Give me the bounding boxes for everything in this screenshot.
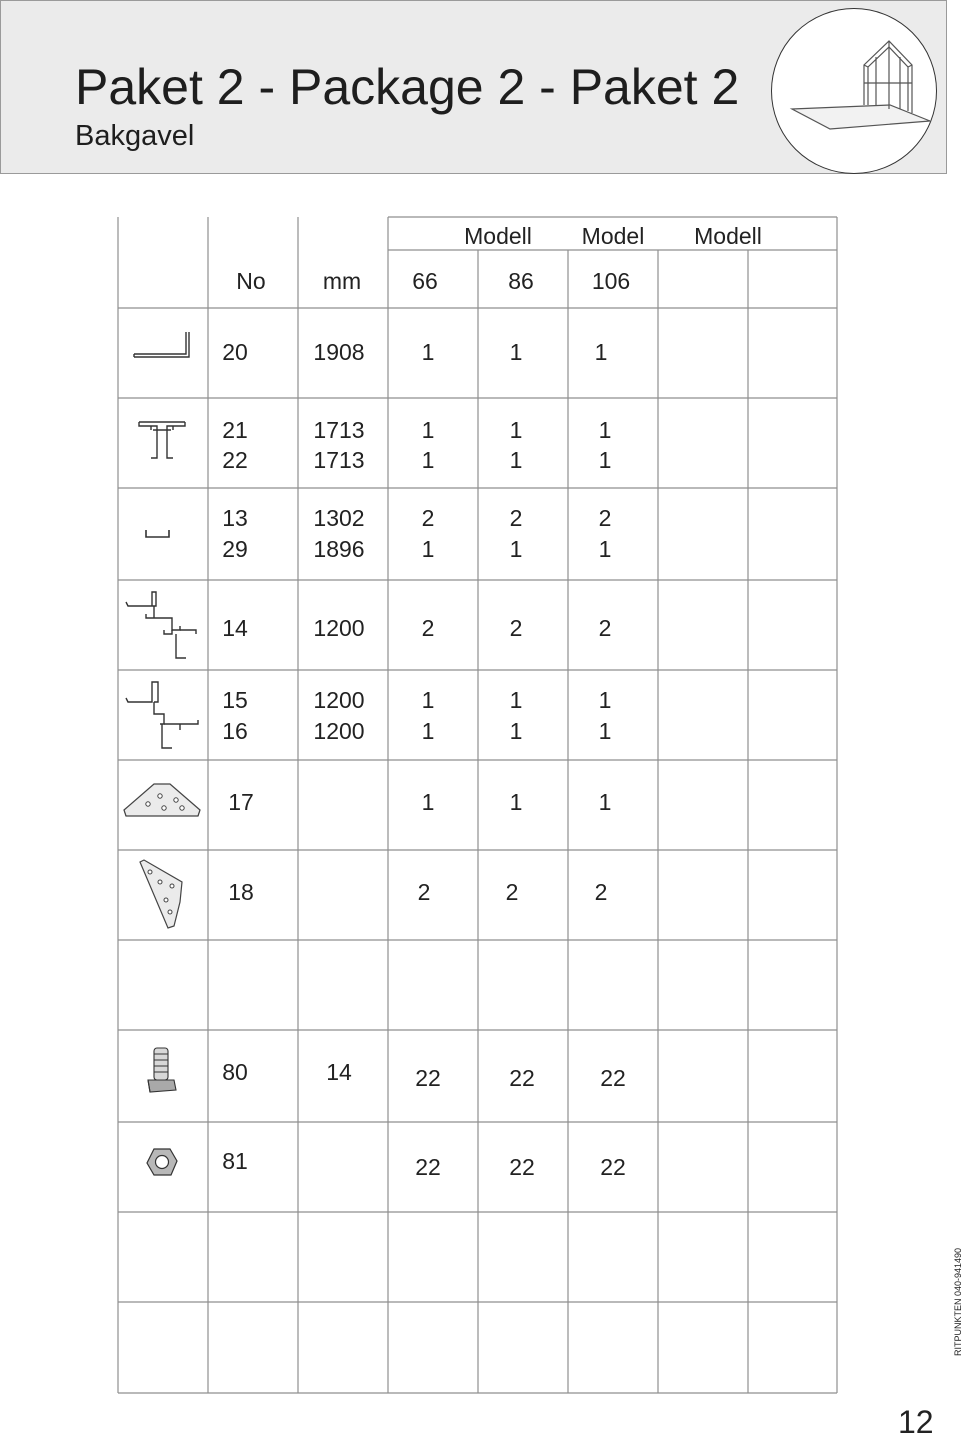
qty-model-106: 1 — [598, 687, 612, 713]
col-header-no: No — [236, 268, 266, 294]
glazing-bar-profile-icon — [124, 590, 200, 662]
qty-model-86: 22 — [509, 1154, 535, 1180]
qty-model-66: 1 — [421, 339, 435, 365]
part-length: 1200 — [313, 718, 365, 744]
qty-model-66: 1 — [421, 447, 435, 473]
qty-model-66: 22 — [415, 1154, 441, 1180]
qty-model-86: 2 — [509, 505, 523, 531]
page-number: 12 — [898, 1404, 934, 1440]
qty-model-106: 22 — [600, 1065, 626, 1091]
part-length: 1908 — [313, 339, 365, 365]
page-title: Paket 2 - Package 2 - Paket 2 — [75, 59, 740, 115]
qty-model-66: 2 — [421, 505, 435, 531]
qty-model-86: 1 — [509, 339, 523, 365]
qty-model-86: 22 — [509, 1065, 535, 1091]
footer-vertical-text: RITPUNKTEN 040-941490 — [953, 1247, 963, 1356]
qty-model-66: 1 — [421, 536, 435, 562]
col-header-model-66: 66 — [412, 268, 438, 294]
part-number: 29 — [222, 536, 248, 562]
qty-model-66: 22 — [415, 1065, 441, 1091]
corner-glazing-bar-icon — [124, 678, 202, 754]
part-number: 80 — [222, 1059, 248, 1085]
col-header-model-86: 86 — [508, 268, 534, 294]
part-length: 1713 — [313, 447, 365, 473]
qty-model-86: 1 — [509, 789, 523, 815]
qty-model-66: 1 — [421, 789, 435, 815]
qty-model-66: 1 — [421, 718, 435, 744]
part-length: 1200 — [313, 687, 365, 713]
part-number: 81 — [222, 1148, 248, 1174]
qty-model-106: 2 — [594, 879, 608, 905]
col-header-mm: mm — [322, 268, 362, 294]
qty-model-86: 1 — [509, 536, 523, 562]
qty-model-106: 1 — [598, 789, 612, 815]
bolt-icon — [144, 1046, 180, 1096]
qty-model-86: 1 — [509, 447, 523, 473]
qty-model-106: 1 — [598, 447, 612, 473]
triangular-gusset-plate-icon — [120, 780, 204, 820]
angle-profile-icon — [132, 330, 192, 360]
hex-nut-icon — [144, 1146, 180, 1180]
model-header-1: Modell — [464, 223, 532, 249]
qty-model-66: 1 — [421, 417, 435, 443]
qty-model-66: 1 — [421, 687, 435, 713]
part-length: 1200 — [313, 615, 365, 641]
part-length: 14 — [326, 1059, 352, 1085]
part-length: 1896 — [313, 536, 365, 562]
part-number: 20 — [222, 339, 248, 365]
qty-model-66: 2 — [421, 615, 435, 641]
qty-model-106: 2 — [598, 615, 612, 641]
part-number: 13 — [222, 505, 248, 531]
qty-model-106: 1 — [598, 417, 612, 443]
qty-model-106: 1 — [594, 339, 608, 365]
qty-model-86: 1 — [509, 718, 523, 744]
model-header-3: Modell — [694, 223, 762, 249]
part-number: 22 — [222, 447, 248, 473]
part-number: 15 — [222, 687, 248, 713]
qty-model-106: 22 — [600, 1154, 626, 1180]
qty-model-106: 1 — [598, 718, 612, 744]
part-length: 1713 — [313, 417, 365, 443]
qty-model-66: 2 — [417, 879, 431, 905]
qty-model-86: 1 — [509, 417, 523, 443]
col-header-model-106: 106 — [591, 268, 631, 294]
part-number: 21 — [222, 417, 248, 443]
qty-model-86: 2 — [509, 615, 523, 641]
qty-model-106: 2 — [598, 505, 612, 531]
part-number: 18 — [228, 879, 254, 905]
model-header-2: Model — [581, 223, 645, 249]
qty-model-86: 1 — [509, 687, 523, 713]
qty-model-106: 1 — [598, 536, 612, 562]
part-number: 14 — [222, 615, 248, 641]
part-number: 17 — [228, 789, 254, 815]
channel-profile-icon — [144, 528, 172, 542]
qty-model-86: 2 — [505, 879, 519, 905]
angled-bracket-plate-icon — [136, 858, 188, 930]
page-subtitle: Bakgavel — [75, 120, 195, 152]
part-number: 16 — [222, 718, 248, 744]
part-length: 1302 — [313, 505, 365, 531]
t-profile-icon — [137, 420, 187, 464]
